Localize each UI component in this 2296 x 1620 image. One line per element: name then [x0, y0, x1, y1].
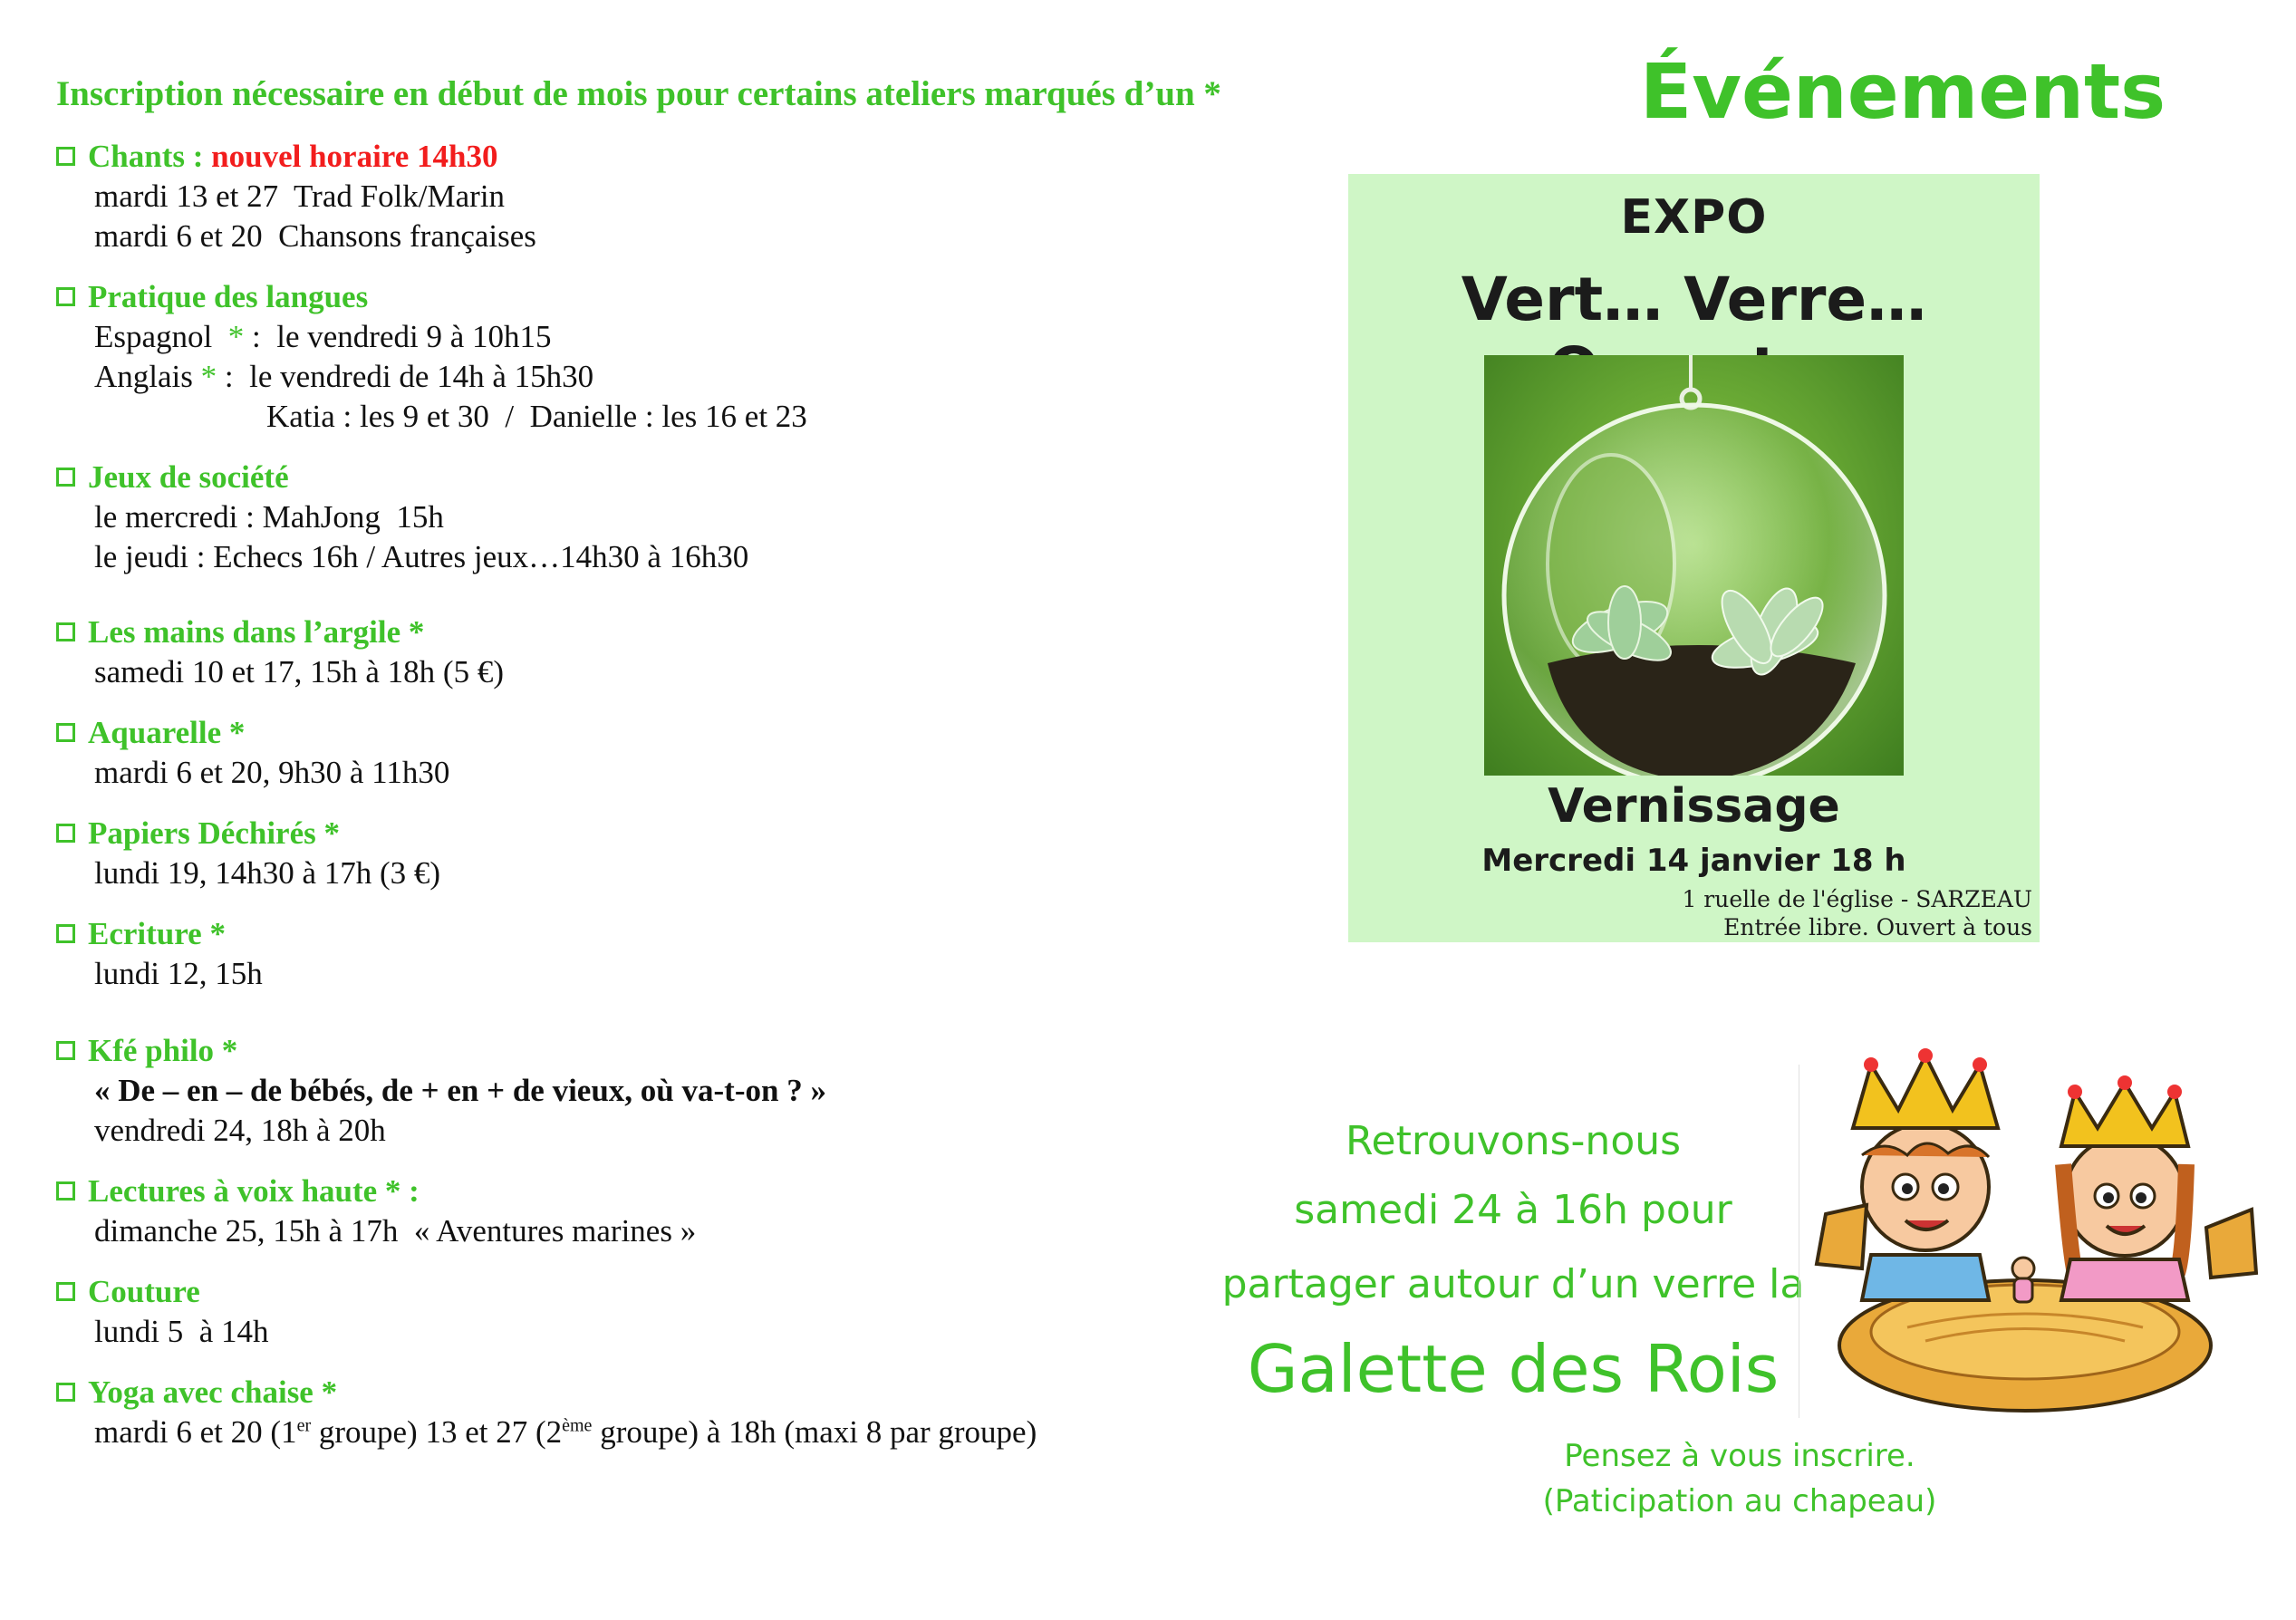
section-line: dimanche 25, 15h à 17h « Aventures marines » — [94, 1213, 697, 1249]
checkbox-icon — [56, 287, 75, 306]
galette-line: samedi 24 à 16h pour — [1294, 1187, 1732, 1233]
section-title: Lectures à voix haute * : — [88, 1173, 420, 1209]
activities-column — [56, 71, 1234, 1472]
section-title: Kfé philo * — [88, 1033, 238, 1068]
intro-note: Inscription nécessaire en début de mois pour certains ateliers marqués d’un * — [56, 74, 1221, 113]
section-line: mardi 6 et 20, 9h30 à 11h30 — [94, 755, 450, 790]
section-title: Les mains dans l’argile * — [88, 614, 425, 650]
philo-topic: « De – en – de bébés, de + en + de vieux, où va-t-on ? » — [94, 1073, 826, 1108]
section-title: Chants : — [88, 139, 204, 174]
poster-vernissage-label: Vernissage — [1548, 779, 1840, 834]
checkbox-icon — [56, 723, 75, 742]
registration-note — [1468, 1433, 2011, 1524]
section-argile — [56, 612, 1234, 692]
section-title: Papiers Déchirés * — [88, 815, 340, 851]
section-lectures — [56, 1171, 1234, 1251]
checkbox-icon — [56, 622, 75, 641]
poster-exhibition-name: Vert… Verre… — [1461, 265, 1927, 334]
checkbox-icon — [56, 1282, 75, 1301]
poster-address: 1 ruelle de l'église - SARZEAU — [1682, 886, 2032, 912]
section-line: le mercredi : MahJong 15h — [94, 499, 444, 535]
galette-kids-drawing — [1799, 1028, 2270, 1418]
registration-line: Pensez à vous inscrire. — [1564, 1438, 1915, 1474]
expo-poster — [1348, 174, 2040, 942]
galette-line: Retrouvons-nous — [1345, 1118, 1682, 1164]
section-langues — [56, 276, 1234, 437]
galette-announcement — [1196, 1107, 1830, 1419]
section-jeux — [56, 457, 1234, 577]
section-line: mardi 13 et 27 Trad Folk/Marin — [94, 178, 506, 214]
poster-address-block — [1682, 885, 2032, 941]
section-line: lundi 19, 14h30 à 17h (3 €) — [94, 855, 441, 891]
section-aquarelle — [56, 712, 1234, 793]
terrarium-illustration — [1484, 355, 1904, 776]
checkbox-icon — [56, 824, 75, 843]
events-title: Événements — [1639, 47, 2166, 136]
galette-line: partager autour d’un verre la — [1221, 1261, 1805, 1307]
section-title: Aquarelle * — [88, 715, 246, 750]
section-title: Yoga avec chaise * — [88, 1374, 338, 1410]
section-title: Jeux de société — [88, 459, 289, 495]
galette-title: Galette des Rois — [1247, 1331, 1780, 1407]
section-papiers — [56, 813, 1234, 893]
poster-date: Mercredi 14 janvier 18 h — [1481, 843, 1906, 879]
poster-expo-label: EXPO — [1620, 190, 1768, 245]
terrarium-photo — [1484, 355, 1904, 776]
checkbox-icon — [56, 1383, 75, 1402]
section-line: vendredi 24, 18h à 20h — [94, 1113, 386, 1148]
section-chants — [56, 136, 1234, 256]
poster-entry-note: Entrée libre. Ouvert à tous — [1723, 914, 2032, 940]
section-line: Katia : les 9 et 30 / Danielle : les 16 et 23 — [266, 399, 807, 434]
section-ecriture — [56, 913, 1234, 994]
checkbox-icon — [56, 1181, 75, 1201]
section-line: Anglais * : le vendredi de 14h à 15h30 — [94, 359, 594, 394]
section-title: Couture — [88, 1274, 200, 1309]
section-line: lundi 12, 15h — [94, 956, 263, 991]
schedule-change-note: nouvel horaire 14h30 — [211, 139, 498, 174]
kings-crown-kids-illustration — [1799, 1028, 2270, 1418]
checkbox-icon — [56, 924, 75, 943]
checkbox-icon — [56, 1041, 75, 1060]
section-line: mardi 6 et 20 Chansons françaises — [94, 218, 536, 254]
participation-line: (Paticipation au chapeau) — [1542, 1483, 1937, 1519]
checkbox-icon — [56, 468, 75, 487]
section-line: samedi 10 et 17, 15h à 18h (5 €) — [94, 654, 504, 689]
section-line: le jeudi : Echecs 16h / Autres jeux…14h30 à 16h30 — [94, 539, 749, 574]
section-title: Pratique des langues — [88, 279, 369, 314]
checkbox-icon — [56, 147, 75, 166]
section-line: lundi 5 à 14h — [94, 1314, 269, 1349]
section-couture — [56, 1271, 1234, 1352]
section-line: mardi 6 et 20 (1er groupe) 13 et 27 (2ème groupe) à 18h (maxi 8 par groupe) — [94, 1414, 1037, 1450]
section-line: Espagnol * : le vendredi 9 à 10h15 — [94, 319, 552, 354]
section-title: Ecriture * — [88, 916, 226, 951]
section-philo — [56, 1030, 1234, 1151]
section-yoga — [56, 1372, 1234, 1452]
